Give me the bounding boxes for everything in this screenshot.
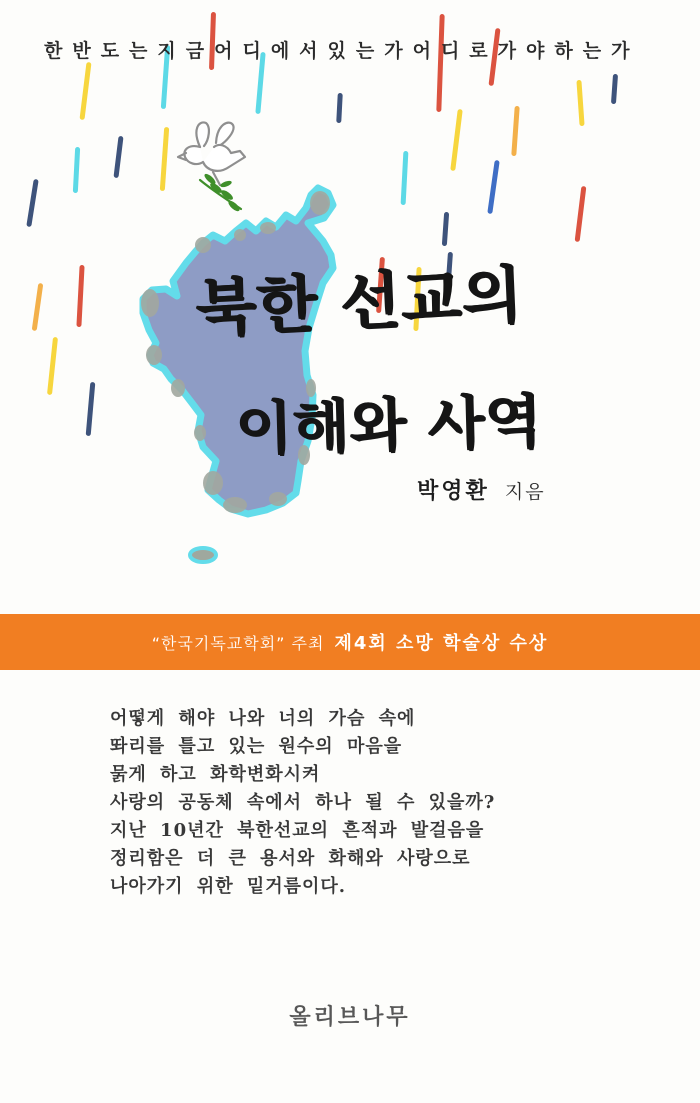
blurb-line: 똬리를 틀고 있는 원수의 마음을 [110,736,403,757]
jeju-island [190,548,216,562]
crayon-stroke [575,186,587,242]
crayon-stroke [576,80,584,126]
blurb-line: 지난 10년간 북한선교의 흔적과 발걸음을 [110,820,485,841]
olive-leaves [203,172,241,213]
crayon-stroke [47,337,58,395]
award-banner [0,614,700,670]
crayon-stroke [86,382,96,436]
award-host-text: “한국기독교학회” 주최 [151,633,325,653]
author-credit [417,474,546,505]
blurb [110,705,495,901]
crayon-stroke [487,160,499,214]
blurb-line: 어떻게 해야 나와 너의 가슴 속에 [110,708,416,729]
crayon-stroke [32,283,44,331]
publisher-logo: 올리브나무 [289,1005,411,1030]
crayon-stroke [442,212,449,246]
crayon-stroke [26,179,38,227]
crayon-stroke [336,93,343,123]
crayon-stroke [160,127,169,191]
blurb-line: 묽게 하고 화학변화시켜 [110,764,321,785]
author-role: 지음 [504,481,546,503]
title-line-2: 이해와 사역 [235,387,544,463]
crayon-stroke [76,265,84,327]
dove-olive-branch-icon [170,116,254,224]
tagline: 한반도는지금어디에서있는가어디로가야하는가 [44,40,640,62]
crayon-stroke [79,62,91,120]
blurb-line: 사랑의 공동체 속에서 하나 될 수 있을까? [110,792,496,813]
crayon-stroke [450,109,463,171]
crayon-stroke [113,136,123,178]
award-title-text: 제4회 소망 학술상 수상 [334,633,549,654]
blurb-line: 정리함은 더 큰 용서와 화해와 사랑으로 [110,848,471,869]
crayon-stroke [611,74,618,104]
crayon-stroke [73,147,80,193]
title-line-1: 북한 선교의 [194,257,525,346]
crayon-stroke [401,151,409,205]
author-name: 박영환 [417,479,490,504]
blurb-line: 나아가기 위한 밑거름이다. [110,876,347,897]
crayon-stroke [511,106,519,156]
